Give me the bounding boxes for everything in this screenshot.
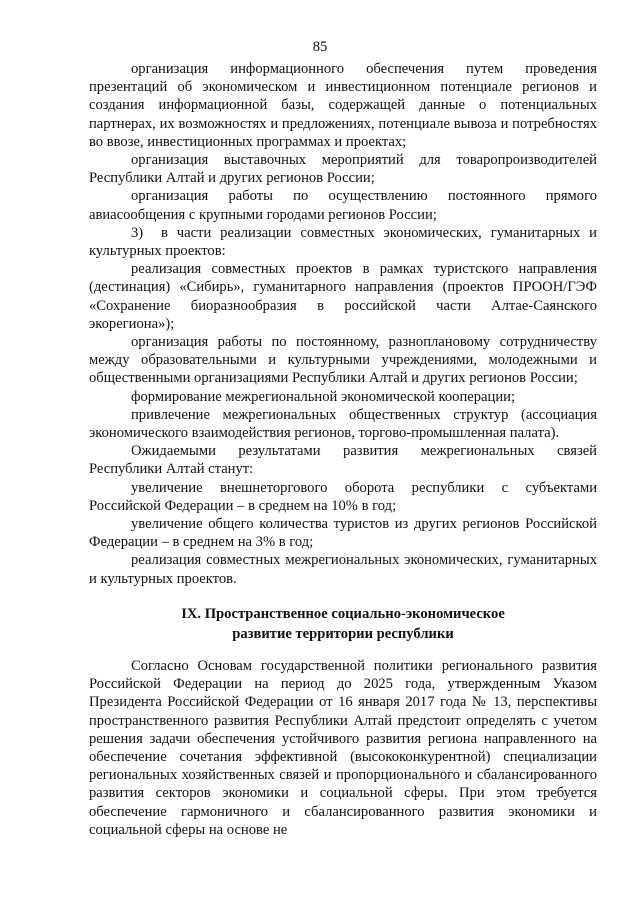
paragraph: организация информационного обеспечения путем проведения презентаций об экономическом и инвестиционном потенциале регионов и создания информационной базы, содержащей данные о потенциальных партнерах, их возможностях и предложениях, потенциале вывоза и потребностях во ввозе, инвестиционных программах и проектах; — [89, 61, 597, 150]
paragraph: реализация совместных межрегиональных экономических, гуманитарных и культурных проектов. — [89, 552, 597, 587]
paragraph: реализация совместных проектов в рамках туристского направления (дестинация) «Сибирь», гуманитарного направления (проектов ПРООН/ГЭФ «Сохранение биоразнообразия в российской части Алтае-Саянского экорегиона»); — [89, 261, 597, 332]
paragraph: Согласно Основам государственной политики регионального развития Российской Федерации на период до 2025 года, утвержденным Указом Президента Российской Федерации от 16 января 2017 года № 13, перспективы пространственного развития Республики Алтай предстоит определять с учетом решения задачи обеспечения устойчивого развития региона направленного на обеспечение сочетания эффективной (высококонкурентной) специализации региональных хозяйственных связей и пропорционального и сбалансированного развития секторов экономики и социальной сферы. При этом требуется обеспечение гармоничного и сбалансированного развития экономики и социальной сферы на основе не — [89, 658, 597, 838]
body-text — [89, 60, 597, 588]
paragraph: организация работы по осуществлению постоянного прямого авиасообщения с крупными городами регионов России; — [89, 188, 597, 223]
numbered-paragraph — [89, 224, 597, 260]
paragraph: увеличение общего количества туристов из других регионов Российской Федерации – в среднем на 3% в год; — [89, 516, 597, 551]
section-heading-line: развитие территории республики — [232, 626, 454, 642]
section-body-text — [89, 657, 597, 839]
section-heading-line: IX. Пространственное социально-экономическое — [181, 606, 505, 622]
page-number: 85 — [312, 39, 328, 55]
paragraph: организация выставочных мероприятий для товаропроизводителей Республики Алтай и других регионов России; — [89, 152, 597, 187]
paragraph: Ожидаемыми результатами развития межрегиональных связей Республики Алтай станут: — [89, 443, 597, 478]
paragraph: увеличение внешнеторгового оборота республики с субъектами Российской Федерации – в среднем на 10% в год; — [89, 479, 597, 514]
paragraph-text: в части реализации совместных экономических, гуманитарных и культурных проектов: — [89, 224, 597, 260]
list-number: 3) — [131, 224, 144, 241]
section-heading — [89, 604, 597, 644]
paragraph: привлечение межрегиональных общественных структур (ассоциация экономического взаимодействия регионов, торгово-промышленная палата). — [89, 406, 597, 442]
paragraph: формирование межрегиональной экономической кооперации; — [131, 388, 516, 405]
paragraph: организация работы по постоянному, разноплановому сотрудничеству между образовательными и культурными учреждениями, молодежными и общественными организациями Республики Алтай и других регионов России; — [89, 334, 597, 387]
